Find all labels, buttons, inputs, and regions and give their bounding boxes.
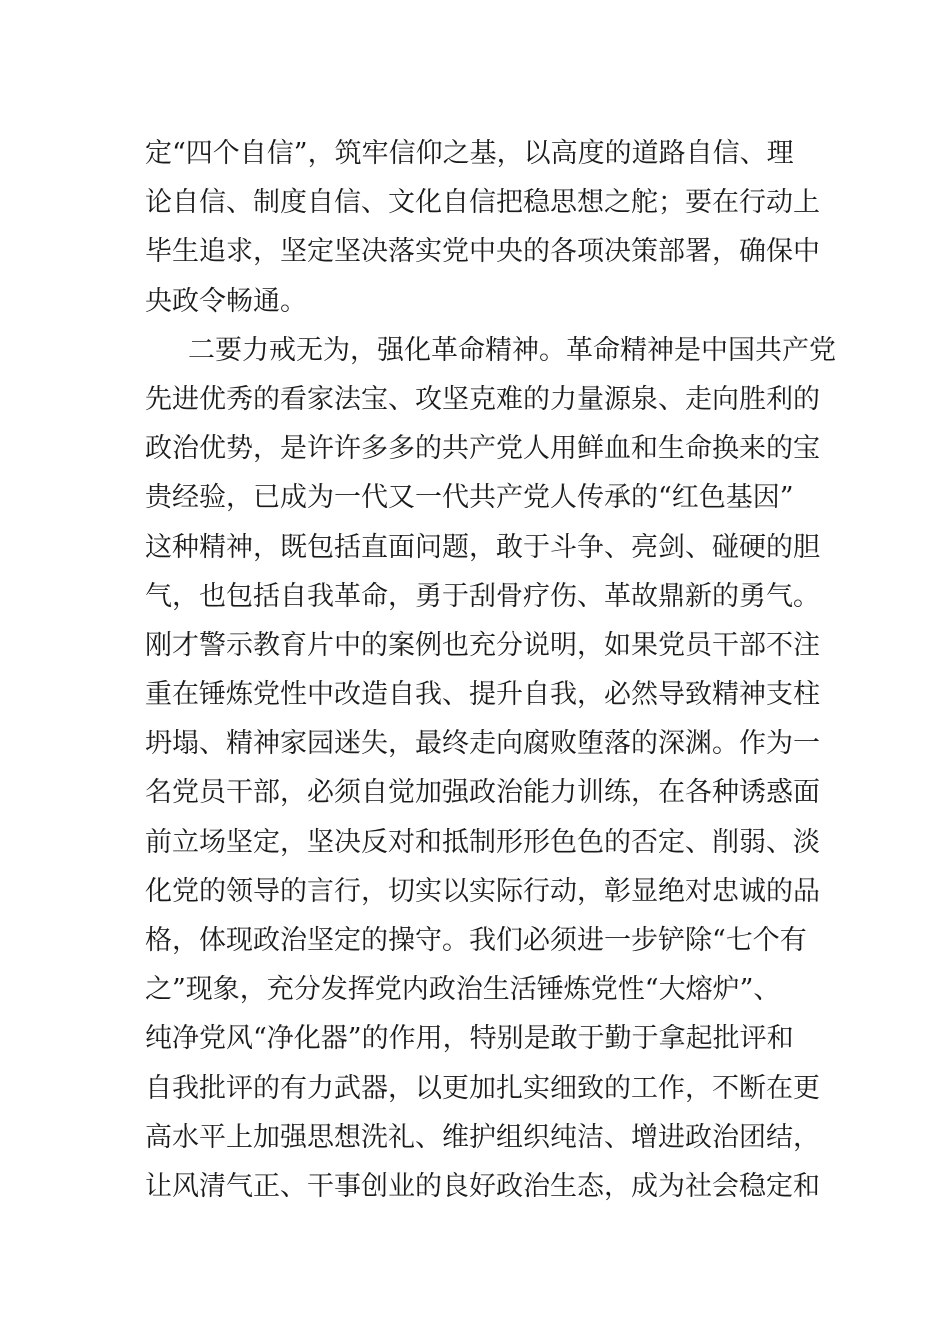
text-line: 政治优势，是许许多多的共产党人用鲜血和生命换来的宝 xyxy=(145,433,820,465)
text-line: 纯净党风“净化器”的作用，特别是敢于勤于拿起批评和 xyxy=(145,1023,794,1055)
text-line: 化党的领导的言行，切实以实际行动，彰显绝对忠诚的品 xyxy=(145,875,820,907)
text-line: 气，也包括自我革命，勇于刮骨疗伤、革故鼎新的勇气。 xyxy=(145,580,820,612)
text-line: 贵经验，已成为一代又一代共产党人传承的“红色基因” xyxy=(145,482,794,514)
text-line: 自我批评的有力武器，以更加扎实细致的工作，不断在更 xyxy=(145,1072,820,1104)
text-line: 名党员干部，必须自觉加强政治能力训练，在各种诱惑面 xyxy=(145,777,820,809)
text-line: 刚才警示教育片中的案例也充分说明，如果党员干部不注 xyxy=(145,629,820,661)
text-line: 让风清气正、干事创业的良好政治生态，成为社会稳定和 xyxy=(145,1170,820,1202)
body-text xyxy=(145,129,836,1211)
text-line: 央政令畅通。 xyxy=(145,285,307,317)
text-line: 前立场坚定，坚决反对和抵制形形色色的否定、削弱、淡 xyxy=(145,826,820,858)
text-line: 之”现象，充分发挥党内政治生活锤炼党性“大熔炉”、 xyxy=(145,974,781,1006)
text-line: 毕生追求，坚定坚决落实党中央的各项决策部署，确保中 xyxy=(145,236,820,268)
paragraph-start-line: 二要力戒无为，强化革命精神。革命精神是中国共产党 xyxy=(188,334,836,366)
text-line: 定“四个自信”，筑牢信仰之基，以高度的道路自信、理 xyxy=(145,138,794,169)
text-line: 格，体现政治坚定的操守。我们必须进一步铲除“七个有 xyxy=(145,925,807,956)
text-line: 这种精神，既包括直面问题，敢于斗争、亮剑、碰硬的胆 xyxy=(145,531,820,563)
text-line: 先进优秀的看家法宝、攻坚克难的力量源泉、走向胜利的 xyxy=(145,383,820,415)
text-line: 高水平上加强思想洗礼、维护组织纯洁、增进政治团结， xyxy=(145,1121,820,1153)
text-line: 坍塌、精神家园迷失，最终走向腐败堕落的深渊。作为一 xyxy=(145,728,820,760)
text-line: 论自信、制度自信、文化自信把稳思想之舵；要在行动上 xyxy=(145,187,820,219)
text-line: 重在锤炼党性中改造自我、提升自我，必然导致精神支柱 xyxy=(145,679,820,711)
